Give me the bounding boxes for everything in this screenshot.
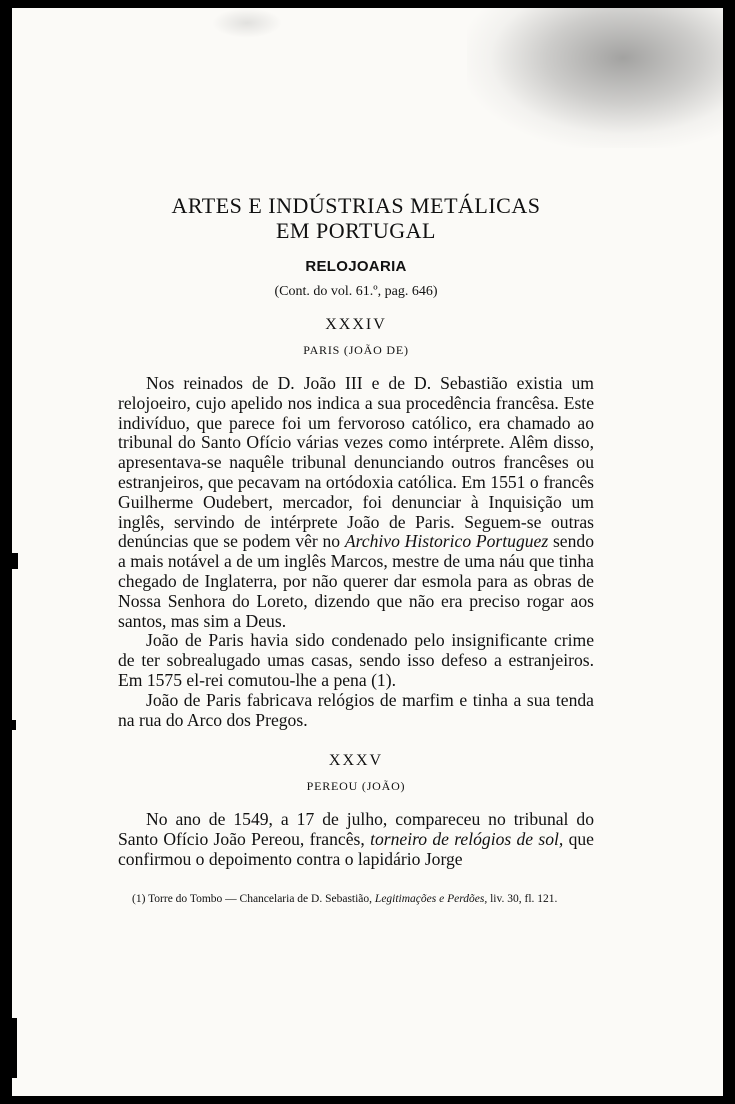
ink-smudge-small xyxy=(212,8,282,38)
edge-mark xyxy=(12,1018,17,1078)
paragraph: João de Paris havia sido condenado pelo insignificante crime de ter sobrealugado umas casas, sendo isso defeso a estranjeiros. Em 1575 el-rei comutou-lhe a pena (1). xyxy=(118,630,594,690)
title-line-1: ARTES E INDÚSTRIAS METÁLICAS xyxy=(171,193,541,218)
article-subtitle: RELOJOARIA xyxy=(305,258,407,275)
section-text-pereou xyxy=(118,810,594,869)
article-body xyxy=(118,193,594,906)
paragraph: No ano de 1549, a 17 de julho, compareceu no tribunal do Santo Ofício João Pereou, francês, torneiro de relógios de sol, que confirmou o depoimento contra o lapidário Jorge xyxy=(118,809,594,869)
page xyxy=(12,8,723,1096)
ink-smudge xyxy=(467,8,723,148)
footnote: (1) Torre do Tombo — Chancelaria de D. Sebastião, Legitimações e Perdões, liv. 30, fl. 121. xyxy=(132,892,558,905)
article-title xyxy=(118,193,594,243)
continuation-note: (Cont. do vol. 61.º, pag. 646) xyxy=(274,284,438,299)
footnote-italic: Legitimações e Perdões, xyxy=(374,892,488,905)
paragraph: João de Paris fabricava relógios de marfim e tinha a sua tenda na rua do Arco dos Pregos. xyxy=(118,689,594,730)
section-text-paris xyxy=(118,374,594,730)
italic-phrase: torneiro de relógios de sol, xyxy=(370,829,564,850)
edge-mark xyxy=(12,720,16,730)
section-numeral-35: XXXV xyxy=(328,752,384,770)
paragraph: Nos reinados de D. João III e de D. Sebastião existia um relojoeiro, cujo apelido nos indica a sua procedência francêsa. Este indivíduo, que parece foi um fervoroso católico, era chamado ao tribunal do Santo Ofício várias vezes como intérprete. Alêm disso, apresentava-se naquêle tribunal denunciando outros francêses ou estranjeiros, que pecavam na ortódoxia católica. Em 1551 o francês Guilherme Oudebert, mercador, foi denunciar à Inquisição um inglês, servindo de intérprete João de Paris. Seguem-se outras denúncias que se podem vêr no Archivo Historico Portuguez sendo a mais notável a de um inglês Marcos, mestre de uma náu que tinha chegado de Inglaterra, por não querer dar esmola para as obras de Nossa Senhora do Loreto, dizendo que não era preciso rogar aos santos, mas sim a Deus. xyxy=(118,373,594,631)
section-heading-paris: PARIS (JOÃO DE) xyxy=(303,343,409,357)
section-numeral-34: XXXIV xyxy=(325,316,387,333)
section-heading-pereou: PEREOU (JOÃO) xyxy=(306,779,406,794)
italic-title: Archivo Historico Portuguez xyxy=(344,531,549,552)
title-line-2: EM PORTUGAL xyxy=(275,218,436,243)
edge-mark xyxy=(12,553,18,569)
